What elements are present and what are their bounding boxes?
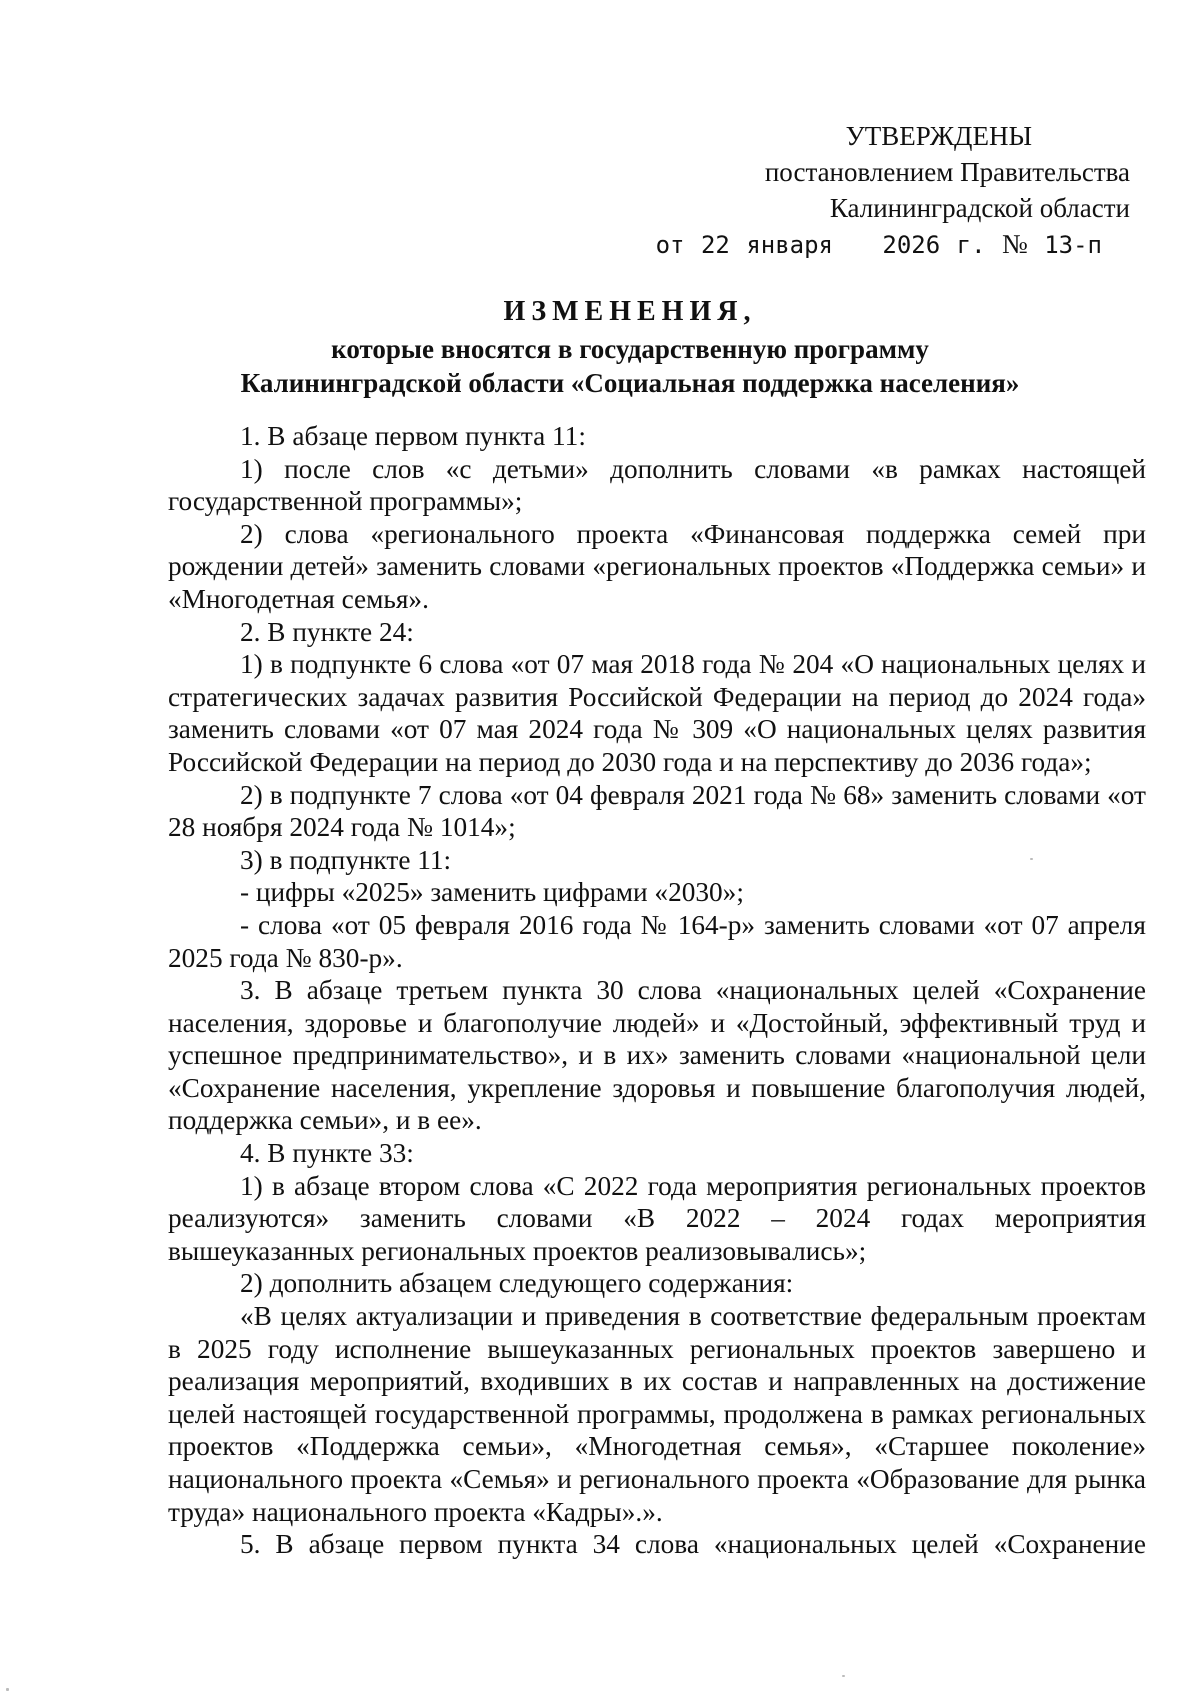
paragraph: 2) слова «регионального проекта «Финансовая поддержка семей при рождении детей» заменить словами «региональных проектов «Поддержка семьи» и «Многодетная семья».	[168, 518, 1146, 614]
approval-stamp-block	[630, 118, 1130, 263]
paragraph: 2) в подпункте 7 слова «от 04 февраля 2021 года № 68» заменить словами «от 28 ноября 2024 года № 1014»;	[168, 779, 1146, 843]
paragraph: 1) после слов «с детьми» дополнить словами «в рамках настоящей государственной программы»;	[168, 453, 1146, 517]
number-sign: №	[1001, 229, 1028, 259]
date-year: 2026 г.	[882, 231, 986, 259]
paragraph: 2. В пункте 24:	[240, 616, 414, 647]
title-main: ИЗМЕНЕНИЯ,	[503, 296, 757, 327]
decree-number: 13-п	[1044, 231, 1102, 259]
date-day: 22	[700, 231, 730, 259]
paragraph: 1. В абзаце первом пункта 11:	[240, 421, 586, 451]
paragraph: 4. В пункте 33:	[240, 1138, 414, 1169]
title-subtitle-line-1: которые вносятся в государственную программу	[331, 334, 929, 364]
paragraph: - слова «от 05 февраля 2016 года № 164-р» заменить словами «от 07 апреля 2025 года № 830-р».	[168, 909, 1146, 973]
paragraph: 3. В абзаце третьем пункта 30 слова «национальных целей «Сохранение населения, здоровье и благополучие людей» и «Достойный, эффективный труд и успешное предпринимательство», и в их» заменить словами «национальной цели «Сохранение населения, укрепление здоровья и повышение благополучия людей, поддержка семьи», и в ее».	[168, 975, 1146, 1136]
scan-speck	[1030, 858, 1033, 860]
decree-date-number	[630, 226, 1130, 263]
approval-line-2: Калининградской области	[829, 193, 1130, 223]
paragraph: «В целях актуализации и приведения в соответствие федеральным проектам в 2025 году исполнение вышеуказанных региональных проектов завершено и реализация мероприятий, входивших в их состав и направленных на достижение целей настоящей государственной программы, продолжена в рамках региональных проектов «Поддержка семьи», «Многодетная семья», «Старшее поколение» национального проекта «Семья» и регионального проекта «Образование для рынка труда» национального проекта «Кадры».».	[168, 1301, 1146, 1527]
paragraph: 1) в подпункте 6 слова «от 07 мая 2018 года № 204 «О национальных целях и стратегических задачах развития Российской Федерации на период до 2024 года» заменить словами «от 07 мая 2024 года № 309 «О национальных целях развития Российской Федерации на период до 2030 года и на перспективу до 2036 года»;	[168, 649, 1146, 777]
paragraph: 3) в подпункте 11:	[240, 844, 452, 875]
date-month: января	[746, 231, 834, 259]
scan-speck	[842, 1675, 845, 1677]
approval-line-1: постановлением Правительства	[764, 157, 1130, 187]
title-subtitle-line-2: Калининградской области «Социальная поддержка населения»	[240, 368, 1020, 398]
paragraph: 1) в абзаце втором слова «С 2022 года мероприятия региональных проектов реализуются» заменить словами «В 2022 – 2024 годах мероприятия вышеуказанных региональных проектов реализовывались»;	[168, 1170, 1146, 1266]
scan-speck	[6, 1688, 9, 1691]
paragraph: 2) дополнить абзацем следующего содержания:	[240, 1268, 794, 1299]
paragraph-continues: 5. В абзаце первом пункта 34 слова «национальных целей «Сохранение	[240, 1529, 1146, 1560]
document-body	[168, 420, 1146, 1561]
paragraph: - цифры «2025» заменить цифрами «2030»;	[240, 877, 744, 908]
date-prefix: от	[655, 231, 685, 259]
document-title	[170, 292, 1090, 400]
approved-heading: УТВЕРЖДЕНЫ	[845, 121, 1032, 151]
